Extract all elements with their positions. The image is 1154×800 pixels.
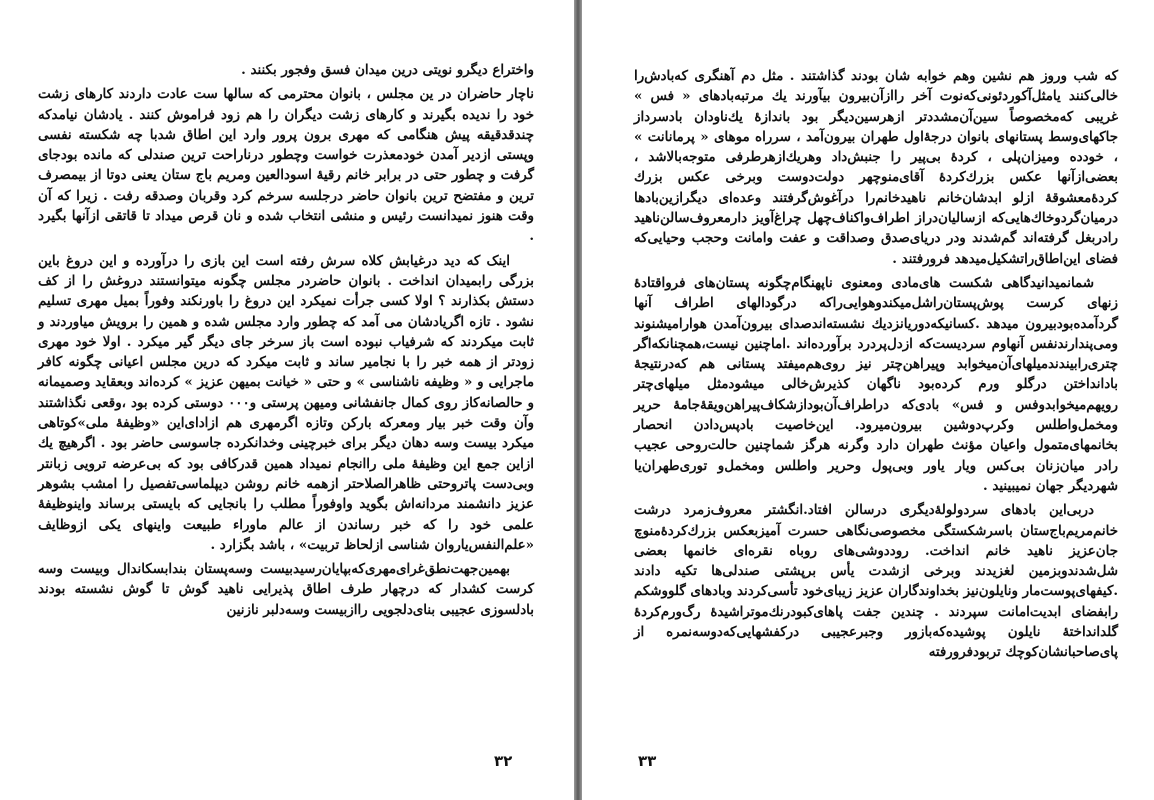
left-paragraph-3: اینک که دید درغیابش کلاه سرش رفته است این بازی را درآورده و این دروغ باین بزرگی رابمیدان انداخت . بانوان حاضردر مجلس چگونه میتوانستند دروغش را از کف دستش بکذارند ؟ اولا کسی جرأت نمیکرد این دروغ را باورنکند وفوراً بمیل مهری تسلیم نشود . تازه اگریادشان می آمد که چطور وارد مجلس شده و همین را برویش میاوردند و ثابت میکردند که شرفیاب نبوده است باز سرخر جای دیگر گیر میکرد . اولا خود مهری زودتر از همه خبر را با نجامیر ساند و ثابت میکرد که درین مجلس اعیانی چگونه کافر ماجرایی و « وظیفه ناشناسی » و حتی « خیانت بمیهن عزیز » کرده‌اند وبعقاید وصمیمانه و حالصانه‌کاز روی کمال جانفشانی ومیهن پرستی و۰۰۰ دوستی کرده بود ،وقعی نگذاشتند وآن وقت خبر بیار ومعرکه بارکن وتازه اگرمهری هم ازادای‌این «وظیفهٔ ملی»کوتاهی میکرد بیست وسه دهان دیگر برای خبرچینی وخدانکرده جاسوسی حاضر بود . اگرهیچ یك ازاین جمع این وظیفهٔ ملی راانجام نمیداد همین قدرکافی بود که بی‌عرضه ترویی زبانتر وبی‌دست پاتروحتی ظاهرالصلاحتر ازهمه خانم روشن دیپلماسی‌تفصیل را امشب بشوهر عزیز دانشمند مردانه‌اش بگوید واوفوراً مطلب را بانجایی که بایستی برساند واینوظیفهٔ علمی خود را که خبر رساندن از عالم ماوراء طبیعت واینهای یکی ازوظایف «علم‌النفس‌یاروان شناسی ازلحاظ تربیت» ، باشد بگزارد .	[38, 252, 534, 553]
right-page-number: ۳۳	[638, 752, 657, 770]
right-page	[582, 0, 1154, 800]
left-paragraph-2: ناچار حاضران در ین مجلس ، بانوان محترمی که سالها ست عادت داردند کارهای زشت خود را ندیده بگیرند و کارهای زشت دیگران را هم زود فراموش کنند . یادشان نیامدکه چندقدقیقه پیش هنگامی که مهری برون پرور وارد این اطاق شدبا چه شکسته نفسی وپستی ازدیر آمدن خودمعذرت خواست وچطور درناراحت ترین صندلی که مانده بودجای گرفت و چطور حتی در برابر خانم رقیهٔ اسودالعین ومریم باج ستان یعنی دوتا از بیمصرف ترین و مفتضح ترین بانوان حاضر درجلسه سرخم کرد وقربان وصدقه رفت . زیرا که آن وقت هنوز نمیدانست رئیس و منشی انتخاب شده و نان قرص میداد تا قاتقی ازآنها بگیرد .	[38, 86, 534, 245]
right-paragraph-2: شمانمیدانیدگاهی شکست های‌مادی ومعنوی ناپهنگام‌چگونه پستان‌های فرواقتادهٔ زنهای کرست پوش‌پستان‌راشل‌میکندوهوایی‌راکه درگودالهای اطراف آنها گردآمده‌بودبیرون میدهد .کسانیکه‌دوریانزدیك نشسته‌اندصدای بیرون‌آمدن هوارامیشنوند ومی‌پندارندنفس آنهاوم سردیست‌که ازدل‌پردرد برآورده‌اند .اماچنین نیست،همچنانکه‌اگر چتری‌رابیندندمیلهای‌آن‌میخوابد وپیراهن‌چتر نیز روی‌هم‌میفتد پستانی هم که‌درنتیجهٔ بادانداختن درگلو ورم کرده‌بود ناگهان کذیرش‌خالی میشودمثل میلهای‌چتر رویهم‌میخوابدوفس و فس» بادی‌که دراطراف‌آن‌بوداز‌شکاف‌پیراهن‌ویقهٔ‌جامهٔ حریر ومخمل‌واطلس وکرپ‌دوشین بیرون‌میرود. این‌خاصیت بادپس‌دادن انحصار بخانمهای‌متمول واعیان مؤنث طهران دارد وگرنه هرگز شماچنین حالت‌روحی عجیب رادر میان‌زنان بی‌کس ویار یاور وبی‌پول وحریر واطلس ومخمل‌و توری‌طهران‌یا شهردیگر جهان نمیبینید .	[634, 274, 1118, 494]
left-paragraph-1: واختراع دیگرو نویتی درین میدان فسق وفجور بکنند .	[241, 62, 534, 78]
left-page-number: ۳۲	[494, 752, 513, 770]
right-paragraph-1: که شب وروز هم نشین وهم خوابه شان بودند گذاشتند . مثل دم آهنگری که‌بادش‌را خالی‌کنند یامثل‌آکوردئونی‌که‌نوت آخر راازآن‌بیرون بیآورند یك مرتبه‌بادهای « فس » غریبی که‌مخصوصاً سین‌آن‌مشددتر ازهرسین‌دیگر بود باندازهٔ یك‌ناودان بادسرداز جاکهای‌وسط پستانهای بانوان درجهٔ‌اول طهران بیرون‌آمد ، سرراه موهای « پرمانانت » ، خودده ومیزان‌پلی ، کردهٔ بی‌پیر را جنبش‌داد وهریك‌ازهرطرفی متوجه‌بالاشد ، بعضی‌ازآنها عکس بزرك‌کردهٔ آقای‌منوچهر دولت‌دوست وبرخی عکس بزرك کردهٔ‌معشوقهٔ ازلو ابدشان‌خانم ناهیدخانم‌را درآغوش‌گرفتند وعده‌ای دیگرازین‌بادها درمیان‌گردوخاك‌هایی‌که ازسالیان‌دراز اطراف‌واکناف‌چهل چراغ‌آویز دارمعروف‌سالن‌ناهید رادربغل گرفته‌اند گم‌شدند ودر دریای‌صدق وصداقت و عفت وامانت وحجب وحیایی‌که فضای این‌اطاق‌راتشکیل‌میدهد فرورفتند .	[634, 68, 1118, 267]
left-paragraph-4: بهمین‌جهت‌نطق‌غرای‌مهری‌که‌بپایان‌رسیدبیست وسه‌پستان بندابسکاندال وبیست وسه کرست کشدار که درچهار طرف اطاق پذیرایی ناهید گوش تا گوش نشسته بودند بادلسوزی عجیبی بنای‌دلجویی راازبیست وسه‌دلبر نازنین	[38, 561, 534, 618]
right-paragraph-3: دربی‌این بادهای سردولولهٔ‌دیگری درسالن افتاد.انگشتر معروف‌زمرد درشت خانم‌مریم‌باج‌ستان باسرشکستگی مخصوصی‌نگاهی حسرت آمیزبعکس بزرك‌کردهٔ‌منوچ جان‌عزیز ناهید خانم انداخت. روددوشی‌های روباه نقره‌ای خانمها بعضی شل‌شدندوبزمین لغزیدند وبرخی ازشدت یأس برپشتی صندلی‌ها تکیه دادند .کیفهای‌پوست‌مار ونایلون‌نیز بخداوندگاران عزیز زیبای‌خود تأسی‌کردند وبادهای گلووشکم رابفضای ابدیت‌امانت سپردند . چندین جفت پاهای‌کبودرنك‌موتراشیدهٔ رگ‌ورم‌کردهٔ گلدانداختهٔ نایلون پوشیده‌که‌بازور وجبرعجیبی درکفشهایی‌که‌دوسه‌نمره از پای‌صاحبانشان‌کوچك تربودفرورفته	[634, 502, 1118, 661]
book-gutter	[574, 0, 582, 800]
left-page	[0, 0, 574, 800]
